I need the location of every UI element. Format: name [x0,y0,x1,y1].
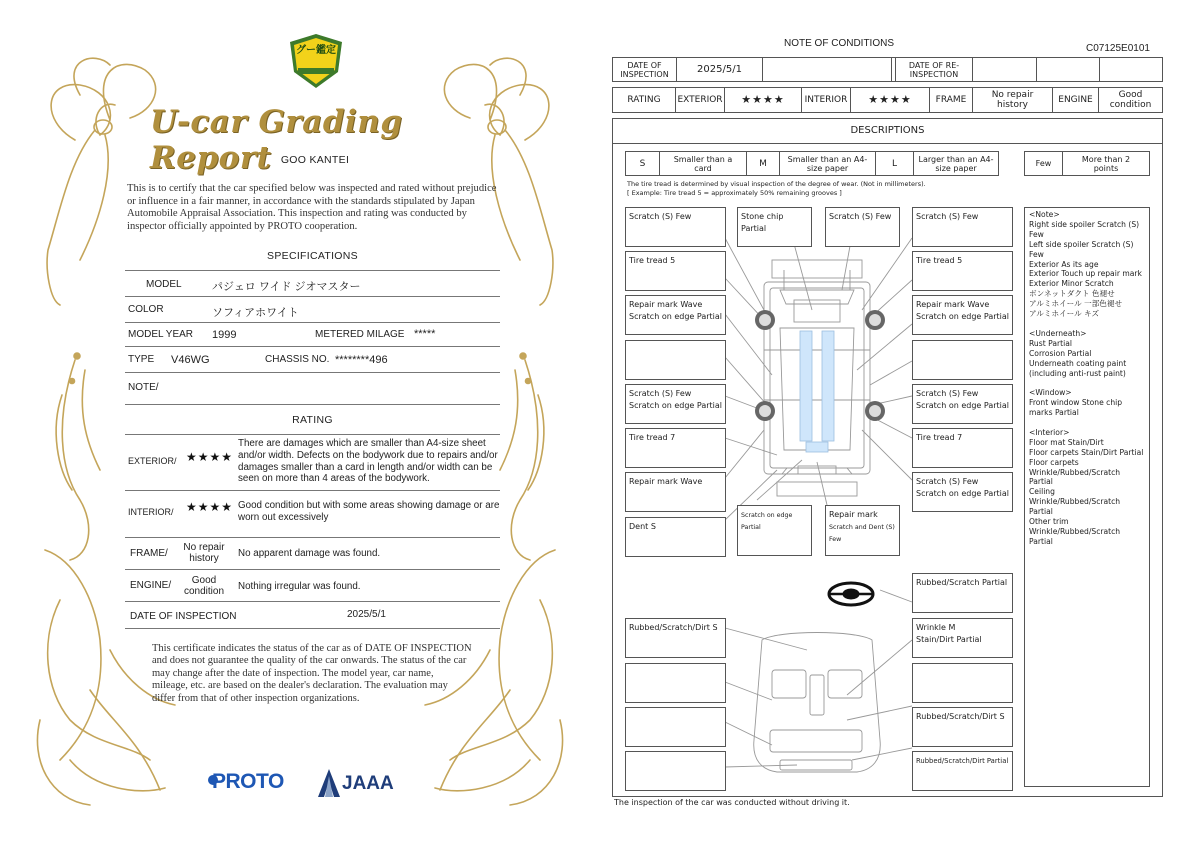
legend-s: S [626,152,660,175]
report-subtitle: GOO KANTEI [280,154,350,166]
intro-paragraph: This is to certify that the car specified below was inspected and rated without prejudice or influence in a fair manner, in accordance with the standards stipulated by Japan Automobile Appraisal Association. This inspection and rating was conducted by inspector officially appointed by PROTO cooperation. [127,183,497,232]
callout-box: Rubbed/Scratch Partial [912,573,1013,613]
note-line: Front window Stone chip marks Partial [1029,398,1123,418]
callout-box [625,663,726,703]
note-line: Left side spoiler Scratch (S) Few [1029,239,1134,259]
divider [125,322,500,323]
date-row [612,57,1163,82]
callout-box: Tire tread 5 [912,251,1013,291]
callout-box: Rubbed/Scratch/Dirt Partial [912,751,1013,791]
goo-kantei-badge [288,32,344,90]
note-line: アルミホイール 一部色褪せ [1029,299,1123,309]
callout-box: Scratch on edge Partial [737,505,812,556]
callout-box [625,340,726,380]
divider [125,372,500,373]
descriptions-heading: DESCRIPTIONS [612,118,1163,144]
interior-stars: ★★★★ [186,500,234,514]
divider [125,434,500,435]
rating-row [612,87,1163,113]
divider [125,346,500,347]
date-of-inspection-value: 2025/5/1 [677,58,763,81]
few-legend [1024,151,1150,176]
date-value: 2025/5/1 [347,609,386,620]
engine-description: Nothing irregular was found. [238,581,361,592]
rating-heading: RATING [292,414,333,426]
exterior-description: There are damages which are smaller than A4-size sheet and/or width. Defects on the bodywork due to repairs and/or damages smaller than a card in length and/or width can be seen on more than 4 areas of the bodywork. [238,438,498,485]
callout-box: Scratch (S) Few Scratch on edge Partial [912,384,1013,424]
callout-box: Rubbed/Scratch/Dirt S [912,707,1013,747]
engine-label: ENGINE [1053,88,1099,112]
note-line: Ceiling [1029,487,1055,497]
notes-panel [1024,207,1150,787]
note-line: Floor carpets Stain/Dirt Partial [1029,447,1144,457]
sheet-footer: The inspection of the car was conducted without driving it. [614,798,850,807]
reinspection-label: DATE OF RE-INSPECTION [895,58,973,81]
model-year-label: MODEL YEAR [128,329,194,340]
callout-box [625,751,726,791]
divider [125,537,500,538]
date-spacer [1037,58,1100,81]
note-line: ボンネットダクト 色褪せ [1029,289,1115,299]
chassis-value: ********496 [335,354,388,366]
report-title: U-car Grading Report [150,104,403,176]
jaaa-logo: JAAA [342,773,394,794]
callout-box: Repair mark Wave Scratch on edge Partial [912,295,1013,335]
callout-box: Repair mark Wave Scratch on edge Partial [625,295,726,335]
callout-box: Scratch (S) Few [825,207,900,247]
engine-value: Good condition [183,575,225,597]
note-line [1029,319,1145,329]
callout-box: Tire tread 7 [912,428,1013,468]
frame-label: FRAME/ [130,548,168,559]
note-line: Corrosion Partial [1029,348,1092,358]
callout-box: Scratch (S) Few Scratch on edge Partial [912,472,1013,512]
interior-label: INTERIOR [802,88,851,112]
date-spacer [763,58,892,81]
reinspection-value [973,58,1037,81]
note-line: Rust Partial [1029,338,1072,348]
callout-box [912,340,1013,380]
note-line [1029,378,1145,388]
callout-box: Scratch (S) Few [912,207,1013,247]
exterior-stars: ★★★★ [725,88,802,112]
note-line: <Note> [1029,210,1060,219]
divider [125,404,500,405]
legend-l-text: Larger than an A4-size paper [918,154,994,173]
note-line: アルミホイール キズ [1029,309,1100,319]
callout-box [912,663,1013,703]
color-value: ソフィアホワイト [212,307,299,319]
interior-description: Good condition but with some areas showing damage or are worn out excessively [238,500,500,523]
size-legend [625,151,999,176]
callout-box: Stone chip Partial [737,207,812,247]
frame-label: FRAME [930,88,973,112]
callout-box: Repair mark Scratch and Dent (S) Few [825,505,900,556]
callout-box [625,707,726,747]
tread-note-2: [ Example: Tire tread 5 = approximately 50% remaining grooves ] [627,189,842,197]
certificate-footnote: This certificate indicates the status of the car as of DATE OF INSPECTION and does not guarantee the quality of the car onwards. The status of the car may change after the date of inspection. The model year, car name, mileage, etc. are based on the dealer's declaration. The evaluation may differ from that of other inspection organizations. [152,643,472,704]
sheet-title: NOTE OF CONDITIONS [784,38,894,49]
specifications-heading: SPECIFICATIONS [267,250,358,262]
note-line: Exterior Minor Scratch [1029,279,1114,289]
callout-box: Scratch (S) Few Scratch on edge Partial [625,384,726,424]
divider [125,569,500,570]
exterior-label: EXTERIOR [676,88,725,112]
divider [125,270,500,271]
note-line: Wrinkle/Rubbed/Scratch Partial [1029,527,1121,546]
divider [125,490,500,491]
legend-m: M [747,152,780,175]
callout-box: Scratch (S) Few [625,207,726,247]
note-line: Wrinkle/Rubbed/Scratch Partial [1029,467,1121,487]
date-spacer [1100,58,1162,81]
legend-few: Few [1025,152,1063,175]
note-line: Underneath coating paint (including anti-rust paint) [1029,358,1127,378]
note-line: Other trim [1029,517,1069,527]
callout-box: Dent S [625,517,726,557]
legend-l: L [876,152,914,175]
model-value: パジェロ ワイド ジオマスター [212,281,361,293]
steering-wheel-icon [829,583,873,605]
note-label: NOTE/ [128,382,159,393]
callout-box: Repair mark Wave [625,472,726,512]
type-value: V46WG [171,354,210,366]
frame-value: No repair history [973,88,1053,112]
legend-m-text: Smaller than an A4-size paper [780,152,876,175]
callout-box: Rubbed/Scratch/Dirt S [625,618,726,658]
exterior-stars: ★★★★ [186,450,234,464]
note-line: <Window> [1029,388,1072,398]
note-line: Wrinkle/Rubbed/Scratch Partial [1029,497,1121,517]
note-line: <Interior> [1029,427,1070,437]
tread-note-1: The tire tread is determined by visual inspection of the degree of wear. (Not in millimeters). [627,180,926,188]
legend-s-text: Smaller than a card [660,152,747,175]
exterior-label: EXTERIOR/ [128,456,177,466]
jaaa-logo-mark [318,769,340,797]
date-of-inspection-label: DATE OF INSPECTION [613,58,677,81]
note-line [1029,418,1145,428]
callout-box: Tire tread 7 [625,428,726,468]
chassis-label: CHASSIS NO. [265,354,330,365]
legend-few-text: More than 2 points [1081,154,1131,173]
mileage-label: METERED MILAGE [315,329,405,340]
rating-label: RATING [613,88,676,112]
callout-box: Tire tread 5 [625,251,726,291]
frame-value: No repair history [183,542,225,564]
divider [125,628,500,629]
note-line: Exterior Touch up repair mark [1029,269,1142,279]
sheet-code: C07125E0101 [1086,43,1150,54]
note-line: Floor carpets [1029,457,1079,467]
interior-stars: ★★★★ [851,88,930,112]
interior-label: INTERIOR/ [128,507,174,517]
note-line: Exterior As its age [1029,259,1099,269]
mileage-value: ***** [414,328,436,340]
proto-logo: PROTO [212,770,284,793]
model-label: MODEL [146,279,182,290]
type-label: TYPE [128,354,155,365]
note-line: Right side spoiler Scratch (S) Few [1029,219,1140,239]
engine-value: Good condition [1109,90,1152,110]
engine-label: ENGINE/ [130,580,172,591]
badge-text: グー鑑定 [296,45,336,56]
date-label: DATE OF INSPECTION [130,611,237,622]
divider [125,601,500,602]
model-year-value: 1999 [212,329,237,341]
callout-box: Wrinkle M Stain/Dirt Partial [912,618,1013,658]
color-label: COLOR [128,304,164,315]
note-line: <Underneath> [1029,328,1087,338]
tire-icons [755,310,885,421]
note-line: Floor mat Stain/Dirt [1029,437,1104,447]
divider [125,296,500,297]
frame-description: No apparent damage was found. [238,548,381,559]
